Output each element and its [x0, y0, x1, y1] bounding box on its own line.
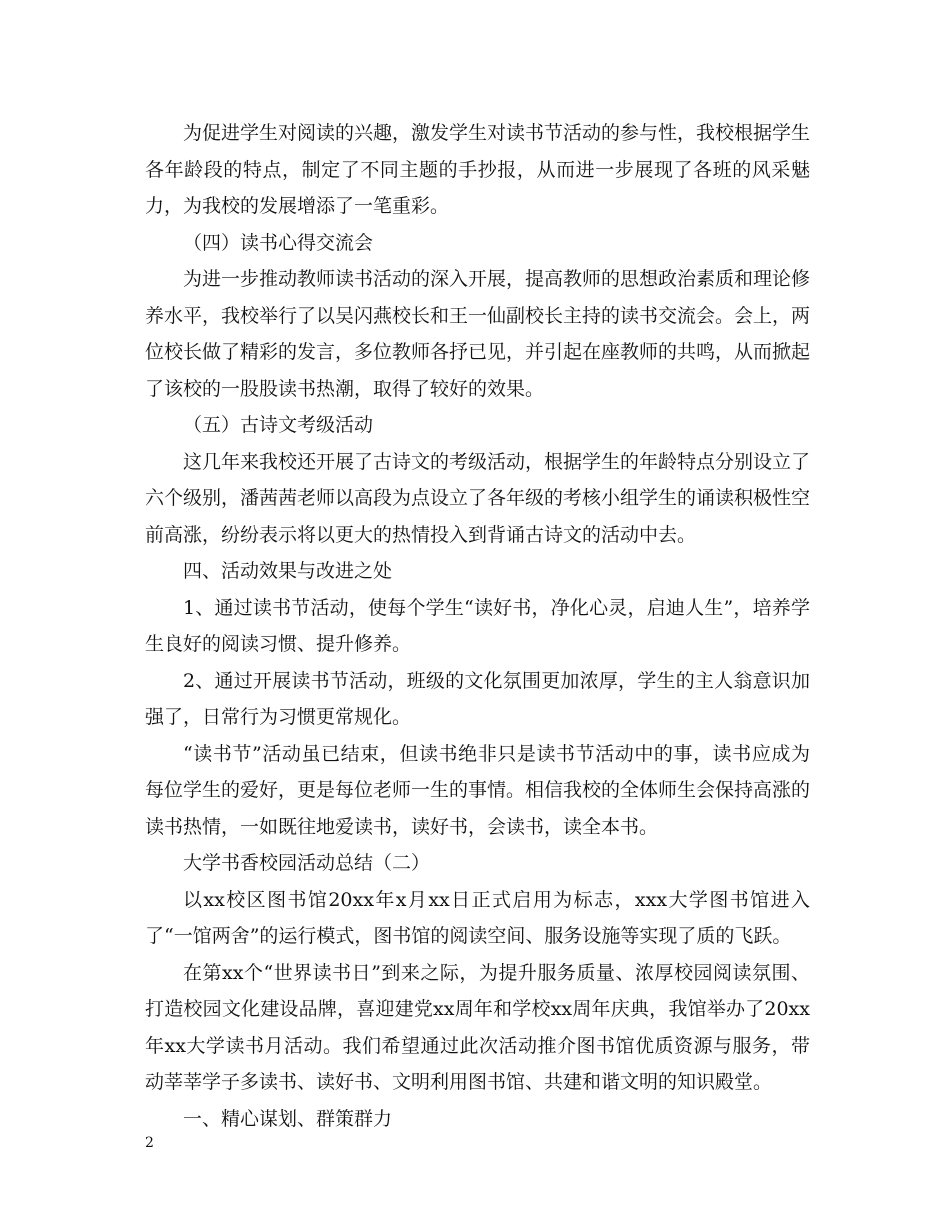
paragraph-reading-exchange: 为进一步推动教师读书活动的深入开展，提高教师的思想政治素质和理论修养水平，我校举行了以吴闪燕校长和王一仙副校长主持的读书交流会。会上，两位校长做了精彩的发言，多位教师各抒已见，并引起在座教师的共鸣，从而掀起了该校的一股股读书热潮，取得了较好的效果。	[145, 268, 811, 400]
section-heading-reading-exchange: （四）读书心得交流会	[183, 231, 374, 254]
paragraph-effect-2: 2、通过开展读书节活动，班级的文化氛围更加浓厚，学生的主人翁意识加强了，日常行为习惯更常规化。	[145, 669, 810, 728]
document-body	[145, 115, 810, 1137]
paragraph-effect-1: 1、通过读书节活动，使每个学生“读好书，净化心灵，启迪人生”，培养学生良好的阅读习惯、提升修养。	[145, 596, 810, 655]
paragraph-ancient-poetry: 这几年来我校还开展了古诗文的考级活动，根据学生的年龄特点分别设立了六个级别，潘茜茜老师以高段为点设立了各年级的考核小组学生的诵读积极性空前高涨，纷纷表示将以更大的热情投入到背诵古诗文的活动中去。	[145, 450, 811, 546]
section-heading-ancient-poetry: （五）古诗文考级活动	[183, 414, 374, 436]
paragraph-handwritten-newspaper: 为促进学生对阅读的兴趣，激发学生对读书节活动的参与性，我校根据学生各年龄段的特点，制定了不同主题的手抄报，从而进一步展现了各班的风采魅力，为我校的发展增添了一笔重彩。	[145, 122, 811, 217]
section-heading-effects: 四、活动效果与改进之处	[183, 560, 393, 582]
paragraph-conclusion: “读书节”活动虽已结束，但读书绝非只是读书节活动中的事，读书应成为每位学生的爱好，更是每位老师一生的事情。相信我校的全体师生会保持高涨的读书热情，一如既往地爱读书，读好书，会读书，读全本书。	[145, 742, 811, 838]
section-heading-planning: 一、精心谋划、群策群力	[183, 1107, 393, 1130]
paragraph-library-opening: 以xx校区图书馆20xx年x月xx日正式启用为标志，xxx大学图书馆进入了“一馆两舍”的运行模式，图书馆的阅读空间、服务设施等实现了质的飞跃。	[145, 888, 810, 947]
page-number: 2	[145, 1135, 154, 1151]
paragraph-reading-month: 在第xx个“世界读书日”到来之际，为提升服务质量、浓厚校园阅读氛围、打造校园文化建设品牌，喜迎建党xx周年和学校xx周年庆典，我馆举办了20xx年xx大学读书月活动。我们希望通过此次活动推介图书馆优质资源与服务，带动莘莘学子多读书、读好书、文明利用图书馆、共建和谐文明的知识殿堂。	[145, 961, 810, 1093]
document-subtitle: 大学书香校园活动总结（二）	[183, 852, 431, 874]
